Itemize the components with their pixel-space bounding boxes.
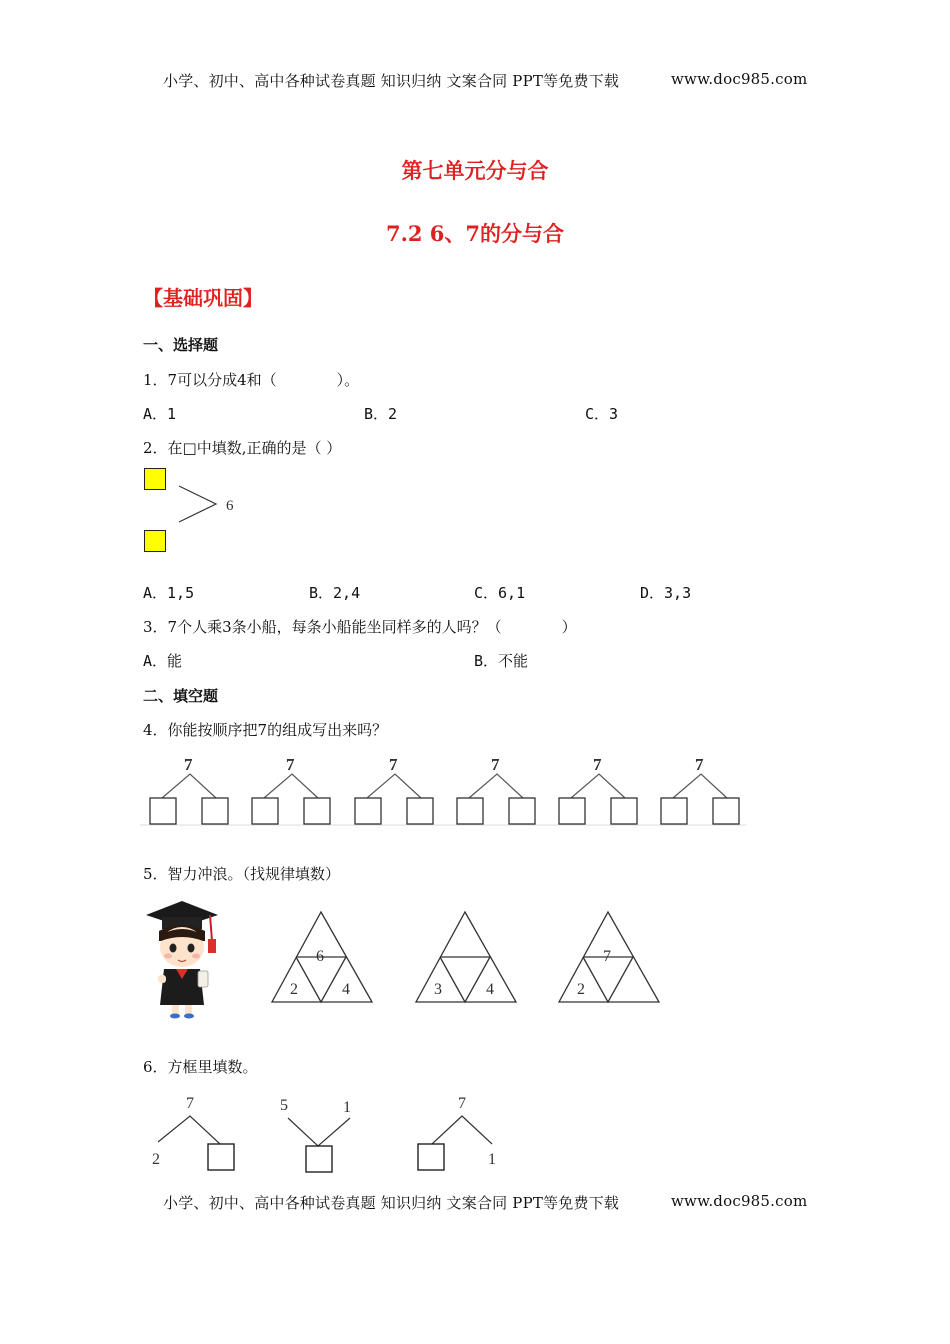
q2-bottom-box[interactable] (144, 530, 166, 552)
question-3: 3．7个人乘3条小船，每条小船能坐同样多的人吗？（ ） (143, 618, 577, 636)
page-subtitle: 7.2 6、7的分与合 (385, 221, 565, 246)
q5-triangle-1 (270, 908, 375, 1006)
q6-tree-3 (412, 1090, 507, 1172)
q6-tree-1 (148, 1090, 243, 1172)
tree-left-box[interactable] (355, 798, 381, 824)
footer-text: 小学、初中、高中各种试卷真题 知识归纳 文案合同 PPT等免费下载 (163, 1194, 620, 1212)
tree-right-box[interactable] (611, 798, 637, 824)
q4-tree-1 (150, 755, 228, 824)
q2-figure-number: 6 (226, 498, 234, 514)
q1-option-c[interactable]: C．3 (585, 405, 619, 423)
tree-right-box[interactable] (202, 798, 228, 824)
triangle-top-number: 6 (316, 948, 324, 965)
question-2: 2．在□中填数,正确的是（ ） (143, 439, 342, 457)
q2-top-box[interactable] (144, 468, 166, 490)
q4-tree-5 (559, 755, 637, 824)
triangle-left-number: 3 (434, 981, 442, 998)
question-5: 5．智力冲浪。（找规律填数） (143, 865, 341, 883)
tree-left-box[interactable] (252, 798, 278, 824)
tree-right-box[interactable] (509, 798, 535, 824)
tree-answer-box[interactable] (306, 1146, 332, 1172)
tree-right-box[interactable] (407, 798, 433, 824)
q3-option-a[interactable]: A．能 (143, 652, 183, 670)
tree-left-box[interactable] (559, 798, 585, 824)
tree-top-number: 7 (186, 1095, 194, 1112)
question-4: 4．你能按顺序把7的组成写出来吗？ (143, 721, 388, 739)
header-text: 小学、初中、高中各种试卷真题 知识归纳 文案合同 PPT等免费下载 (163, 72, 620, 90)
tree-right-number: 1 (343, 1099, 351, 1116)
tree-top-number: 7 (286, 755, 295, 774)
q6-tree-2 (272, 1090, 367, 1176)
tree-answer-box[interactable] (418, 1144, 444, 1170)
q2-merge-lines (174, 480, 244, 530)
header-url[interactable]: www.doc985.com (671, 70, 808, 88)
tree-top-number: 7 (184, 755, 193, 774)
graduate-boy-icon (142, 893, 222, 1021)
triangle-left-number: 2 (577, 981, 585, 998)
q4-tree-6 (661, 755, 739, 824)
triangle-right-number: 4 (486, 981, 494, 998)
tree-left-box[interactable] (661, 798, 687, 824)
tree-answer-box[interactable] (208, 1144, 234, 1170)
q4-tree-3 (355, 755, 433, 824)
part2-heading: 二、填空题 (143, 687, 219, 705)
tree-top-number: 7 (458, 1095, 466, 1112)
part1-heading: 一、选择题 (143, 336, 219, 354)
triangle-left-number: 2 (290, 981, 298, 998)
q1-option-a[interactable]: A．1 (143, 405, 177, 423)
tree-top-number: 7 (389, 755, 398, 774)
tree-right-number: 1 (488, 1151, 496, 1168)
q2-option-d[interactable]: D．3,3 (640, 584, 692, 602)
q2-option-b[interactable]: B．2,4 (309, 584, 361, 602)
q2-option-a[interactable]: A．1,5 (143, 584, 195, 602)
triangle-top-number: 7 (603, 948, 611, 965)
q5-triangle-2 (414, 908, 519, 1006)
tree-right-box[interactable] (304, 798, 330, 824)
q4-tree-2 (252, 755, 330, 824)
q4-tree-4 (457, 755, 535, 824)
footer-url[interactable]: www.doc985.com (671, 1192, 808, 1210)
tree-left-box[interactable] (457, 798, 483, 824)
tree-left-box[interactable] (150, 798, 176, 824)
tree-top-number: 7 (593, 755, 602, 774)
tree-top-number: 7 (695, 755, 704, 774)
q5-triangle-3 (557, 908, 662, 1006)
question-6: 6．方框里填数。 (143, 1058, 258, 1076)
q1-option-b[interactable]: B．2 (364, 405, 398, 423)
q2-option-c[interactable]: C．6,1 (474, 584, 526, 602)
tree-left-number: 2 (152, 1151, 160, 1168)
section-heading: 【基础巩固】 (143, 286, 263, 310)
tree-right-box[interactable] (713, 798, 739, 824)
page-title: 第七单元分与合 (401, 158, 549, 183)
tree-top-number: 7 (491, 755, 500, 774)
triangle-right-number: 4 (342, 981, 350, 998)
q4-trees (140, 750, 750, 830)
q4-tree-row (140, 750, 750, 830)
tree-left-number: 5 (280, 1097, 288, 1114)
question-1: 1．7可以分成4和（ ）。 (143, 371, 360, 389)
q3-option-b[interactable]: B．不能 (474, 652, 529, 670)
